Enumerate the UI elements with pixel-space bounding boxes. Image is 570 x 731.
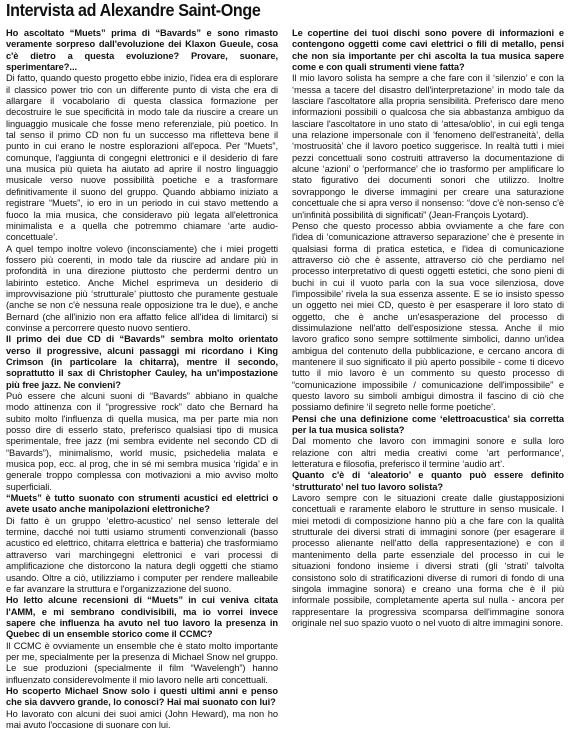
question-7: Pensi che una definizione come ‘elettroacustica’ sia corretta per la tua musica solista? — [292, 413, 564, 436]
answer-5: Ho lavorato con alcuni dei suoi amici (John Heward), ma non ho mai avuto l'occasione di suonare con lui. — [6, 708, 278, 730]
answer-1a: Di fatto, quando questo progetto ebbe inizio, l'idea era di esplorare il classico power trio con un differente punto di vista che era di allargare il vocabolario di questa classica formazione per decostruire le sue specificità in modo tale da riuscire a creare un linguaggio musicale che fosse meno referenziale, più poetico. In tal senso il primo CD non fu un successo ma rifletteva bene il punto in cui erano le nostre esplorazioni all'epoca. Per “Muets”, comunque, l'aggiunta di congegni elettronici e il desiderio di fare una musica più quieta ha aiutato ad aprire il nostro linguaggio musicale verso nuove possibilità poetiche e a trasformare definitivamente il suono del gruppo. Quando abbiamo iniziato a registrare “Muets”, io ero in un periodo in cui stavo mettendo a fuoco la mia musica, che consideravo più legata all'elettronica minimalista e a quella che potremmo chiamare ‘arte audio-concettuale’. — [6, 73, 278, 243]
question-5: Ho scoperto Michael Snow solo i questi ultimi anni e penso che sia davvero grande, lo conosci? Hai mai suonato con lui? — [6, 685, 278, 708]
answer-7: Dal momento che lavoro con immagini sonore e sulla loro relazione con altri media creativi come ‘art performance’, letteratura e filosofia, preferisco il termine ‘audio art’. — [292, 436, 564, 470]
question-8: Quanto c'è di ‘aleatorio’ e quanto può essere definito ‘strutturato’ nel tuo lavoro solista? — [292, 470, 564, 492]
answer-2: Può essere che alcuni suoni di “Bavards” abbiano in qualche modo attinenza con il “progressive rock” dato che Bernard ha subito molto l'influenza di quella musica, ma per parte mia non posso dire di esserlo stato, preferisco qualsiasi tipo di musica sperimentale, free jazz (mi sembra evidente nel secondo CD di “Bavards”), minimalismo, world music, psichedelia malata e musica pop, ecc. al prog, che in sé mi sembra musica ‘rigida’ e in generale troppo complessa con motivazioni a mio avviso molto superficiali. — [6, 391, 278, 492]
article-title: Intervista ad Alexandre Saint-Onge — [6, 0, 261, 20]
answer-3: Di fatto è un gruppo ‘elettro-acustico’ nel senso letterale del termine, dacché noi tutti usiamo strumenti convenzionali (basso acustico ed elettrico, chitarra elettrica e batteria) che trasformiamo attraverso vari marchingegni elettronici e vari processi di amplificazione che distorcono la natura degli oggetti che stiamo usando. Oltre a ciò, utilizziamo i computer per rendere malleabile e far avanzare la struttura e l'organizzazione del suono. — [6, 515, 278, 594]
question-6: Le copertine dei tuoi dischi sono povere di informazioni e contengono oggetti come cavi elettrici o fili di metallo, pensi che non sia importante per chi ascolta la tua musica sapere come e con quali strumenti viene fatta? — [292, 28, 564, 73]
answer-8: Lavoro sempre con le situazioni create dalle giustapposizioni concettuali e raramente elaboro le strutture in senso musicale. I miei metodi di composizione hanno più a che fare con la qualità strutturale dei diversi strati di immagini sonore (per esagerare il processo alienante nell'atto della rappresentazione) e con il mantenimento della parte essenziale del processo in cui le situazioni fondono insieme i diversi strati (gli ‘strati’ talvolta consistono solo di stratificazioni diverse di rumori di fondo di una singola immagine sonora) e creano una forma che è il più informale possibile, completamente aperta sul nulla - ancora per rappresentare la progressiva scomparsa dell'immagine sonora originale nel suo spazio vuoto o nel vuoto di altre immagini sonore. — [292, 493, 564, 628]
question-1: Ho ascoltato “Muets” prima di “Bavards” e sono rimasto veramente sorpreso dall'evoluzione dei Klaxon Gueule, cosa c'è dietro a questa evoluzione? Provare, suonare, sperimentare?... — [6, 28, 278, 73]
answer-6a: Il mio lavoro solista ha sempre a che fare con il ‘silenzio’ e con la ‘messa a tacere del disastro dell'interpretazione’ in modo tale da lasciare l'ascoltatore alla propria sensibilità. Preferisco dare meno informazioni possibili o qualcosa che sia abbastanza ambiguo da lasciare l'ascoltatore in uno stato di ‘attesa/oblio’, in cui egli tenga una relazione impersonale con il ‘fenomeno dell'estraneità’, della ‘mostruosità’ che il lavoro poetico suggerisce. In realtà tutti i miei pezzi concettuali sono costruiti attraverso la documentazione di alcune ‘azioni’ o ‘performance’ che io trasformo per amplificare lo stato figurativo dei documenti sonori che utilizzo. Inoltre sovrappongo le diverse immagini per creare una saturazione concettuale che si apra verso il nonsenso: “dove c'è non-senso c'è un'infinità possibilità di significati” (Jean-François Lyotard). — [292, 73, 564, 220]
left-column — [6, 28, 278, 730]
right-column — [292, 28, 564, 665]
question-4: Ho letto alcune recensioni di “Muets” in cui veniva citata l'AMM, e mi sembrano condivisibili, ma io vorrei invece sapere che influenza ha avuto nel tuo lavoro la presenza in Quebec di un ensemble storico come il CCMC? — [6, 595, 278, 640]
question-2: Il primo dei due CD di “Bavards” sembra molto orientato verso il progressive, alcuni passaggi mi ricordano i King Crimson (in particolare la chitarra), mentre il secondo, soprattutto il sax di Christopher Cauley, ha un'impostazione più free jazz. Ne convieni? — [6, 334, 278, 390]
answer-6b: Penso che questo processo abbia ovviamente a che fare con l'idea di ‘comunicazione attraverso separazione’ che è presente in qualsiasi forma di pratica estetica, e l'idea di comunicazione attraverso ciò che è assente, attraverso ciò che perdiamo nel processo interpretativo di questi oggetti estetici, che sono pieni di buchi in cui il vuoto parla con la sua voce silenziosa, dove l'impossibile’ rivela la sua essenza assente. E se io insisto spesso un oggetto nei miei CD, questo è per esasperare il loro stato di oggetto, che è anche un'esasperazione del processo di dissimulazione nell'atto dell'esposizione stessa. Anche il mio lavoro grafico sono sempre sottilmente simbolici, danno un'idea ambigua del contenuto della pubblicazione, e cercano ancora di mantenere il suo significato il più aperto possibile - come ti dicevo tutto il mio lavoro è un commento su questo processo di “comunicazione impossibile / comunicazione dell'impossibile” e questo lavoro su simboli ambigui dimostra il fascino di ciò che possiamo definire ‘il segreto nelle forme poetiche’. — [292, 220, 564, 413]
answer-1b: A quel tempo inoltre volevo (inconsciamente) che i miei progetti fossero più coerenti, in modo tale da riuscire ad andare più in profondità in una direzione piuttosto che perdermi dentro un labirinto estetico. Anche Michel esprimeva un desiderio di improvvisazione più ‘strutturale’ piuttosto che puramente gestuale (anche se non c'è nessuna reale opposizione tra le due), e anche Bernard (che all'inizio non era affatto felice all'idea di limitarci) si convinse a percorrere questo nuovo sentiero. — [6, 243, 278, 333]
question-3: “Muets” è tutto suonato con strumenti acustici ed elettrici o avete usato anche manipolazioni elettroniche? — [6, 493, 278, 515]
answer-4: Il CCMC è ovviamente un ensemble che è stato molto importante per me, specialmente per la presenza di Michael Snow nel gruppo. Le sue produzioni (specialmente il film “Wavelengh”) hanno influenzato considerevolmente il mio lavoro nelle arti concettuali. — [6, 640, 278, 685]
